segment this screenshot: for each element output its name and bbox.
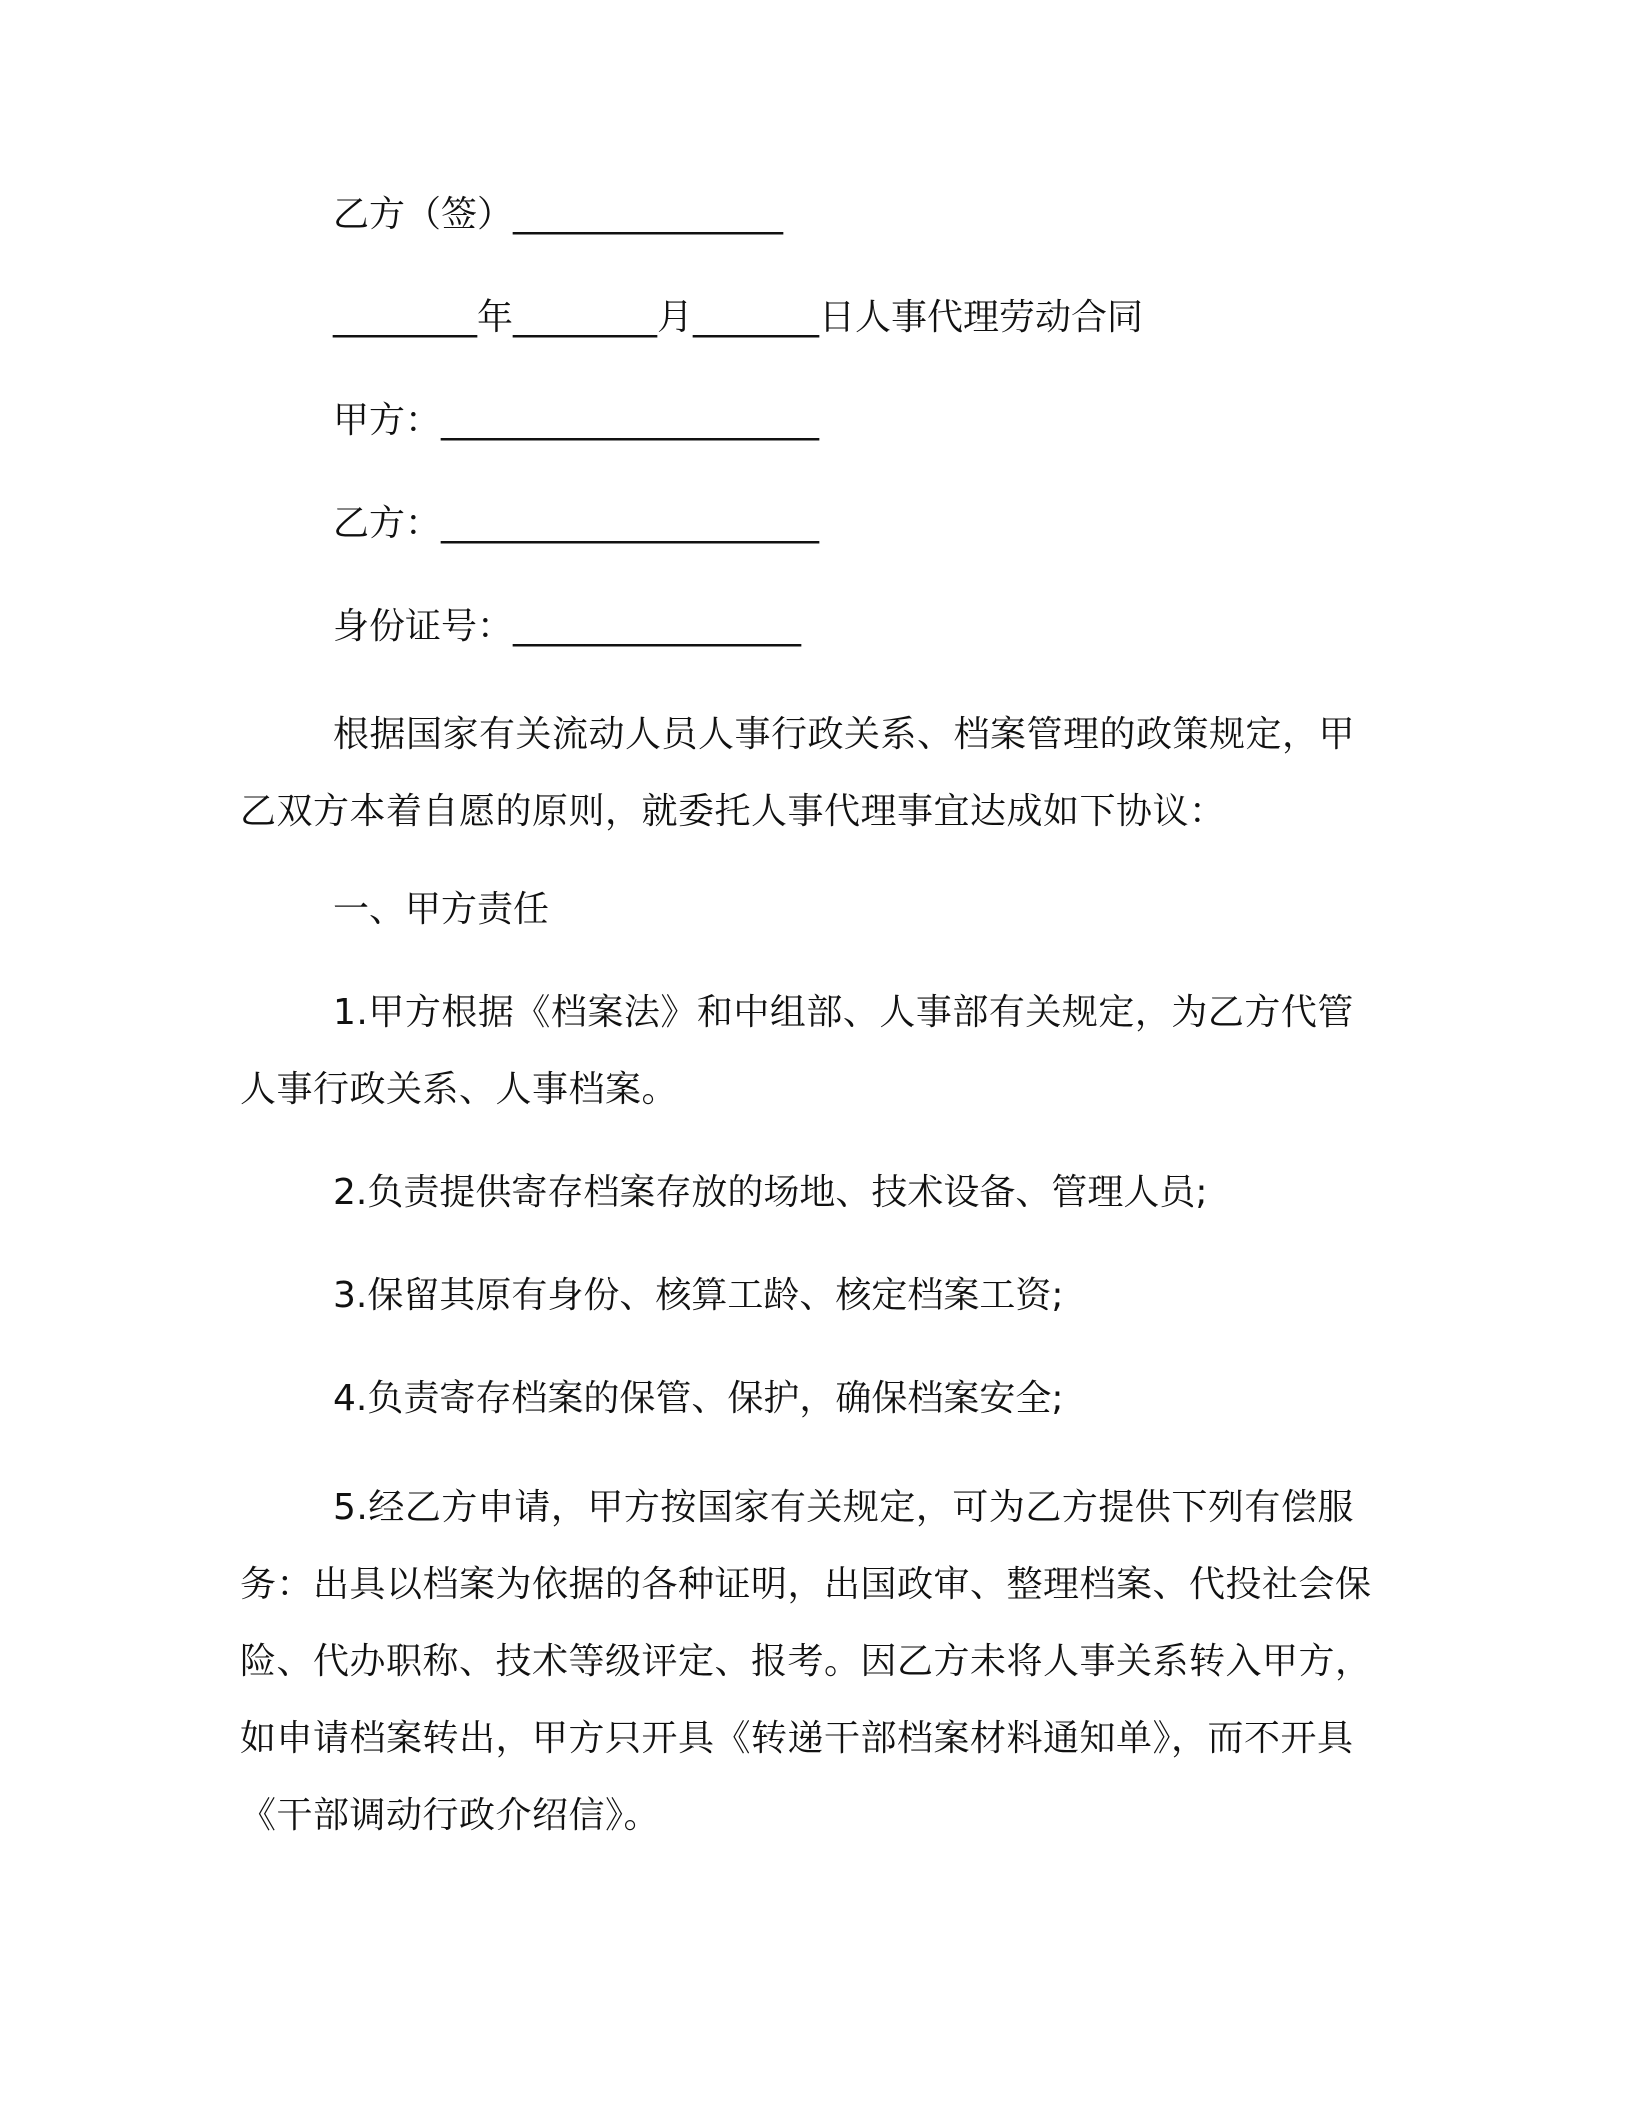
party-b-signature-line: 乙方（签）_______________ [333,194,784,235]
item-4-line: 4.负责寄存档案的保管、保护，确保档案安全; [333,1378,1064,1419]
item-1-paragraph: 1.甲方根据《档案法》和中组部、人事部有关规定，为乙方代管人事行政关系、人事档案。 [240,992,1354,1110]
party-b-line: 乙方：_____________________ [333,503,820,544]
section-one-heading: 一、甲方责任 [333,889,550,930]
intro-paragraph: 根据国家有关流动人员人事行政关系、档案管理的政策规定，甲乙双方本着自愿的原则，就委托人事代理事宜达成如下协议： [240,714,1356,832]
id-number-line: 身份证号：________________ [333,606,802,647]
item-2-line: 2.负责提供寄存档案存放的场地、技术设备、管理人员; [333,1172,1208,1213]
item-5-paragraph: 5.经乙方申请，甲方按国家有关规定，可为乙方提供下列有偿服务：出具以档案为依据的各种证明，出国政审、整理档案、代投社会保险、代办职称、技术等级评定、报考。因乙方未将人事关系转入甲方，如申请档案转出，甲方只开具《转递干部档案材料通知单》，而不开具《干部调动行政介绍信》。 [240,1487,1372,1836]
party-a-line: 甲方：_____________________ [333,400,820,441]
date-title-line: ________年________月_______日人事代理劳动合同 [333,297,1144,338]
item-3-line: 3.保留其原有身份、核算工龄、核定档案工资; [333,1275,1064,1316]
